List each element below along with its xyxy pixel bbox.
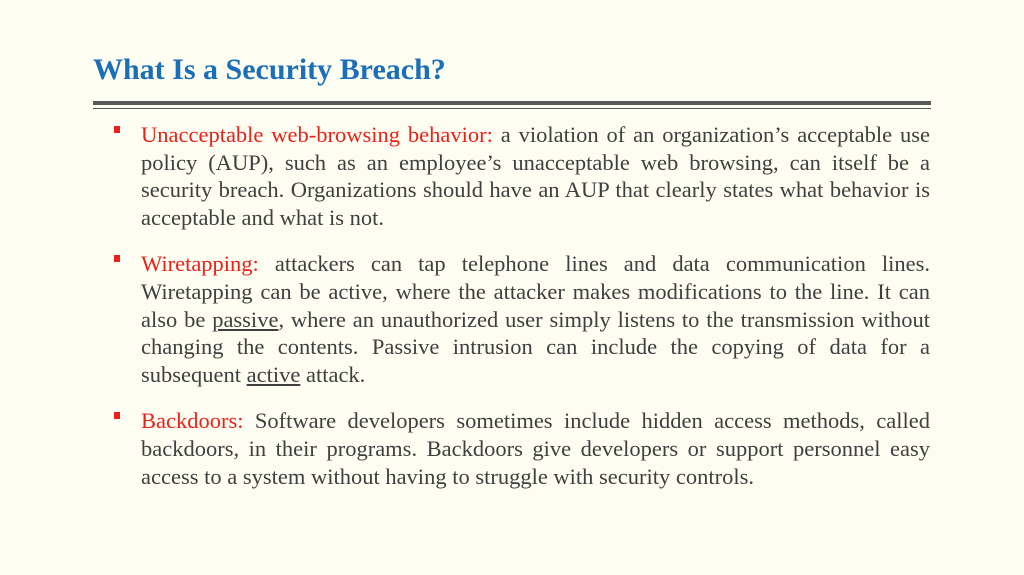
bullet-item-backdoors (112, 407, 930, 490)
bullet-text: a violation of an organization’s acceptable use policy (AUP), such as an employee’s unacceptable web browsing, can itself be a security breach. Organizations should have an AUP that clearly states what behavior is acceptable and what is not. (141, 122, 930, 230)
bullet-term: Unacceptable web-browsing behavior: (141, 122, 493, 147)
slide-title: What Is a Security Breach? (93, 53, 446, 86)
bullet-term: Backdoors: (141, 408, 244, 434)
bullet-list (112, 121, 930, 509)
underlined-term-passive: passive (212, 306, 279, 332)
bullet-item-unacceptable-browsing (112, 121, 930, 231)
bullet-text: Software developers sometimes include hidden access methods, called backdoors, in their programs. Backdoors give developers or support personnel easy access to a system without having to struggle with security controls. (141, 408, 930, 489)
square-bullet-icon (114, 412, 120, 419)
square-bullet-icon (114, 126, 120, 133)
title-divider-thin (93, 108, 931, 109)
bullet-term: Wiretapping: (141, 251, 259, 277)
bullet-text: attackers can tap telephone lines and data communication lines. Wiretapping can be active, where the attacker makes modifications to the line. It can also be (141, 251, 930, 332)
underlined-term-active: active (246, 361, 301, 387)
bullet-text: attack. (300, 361, 366, 387)
title-divider-thick (93, 101, 931, 105)
square-bullet-icon (114, 255, 120, 262)
bullet-item-wiretapping (112, 250, 930, 388)
bullet-text: , where an unauthorized user simply listens to the transmission without changing the contents. Passive intrusion can include the copying of data for a subsequent (141, 306, 930, 387)
